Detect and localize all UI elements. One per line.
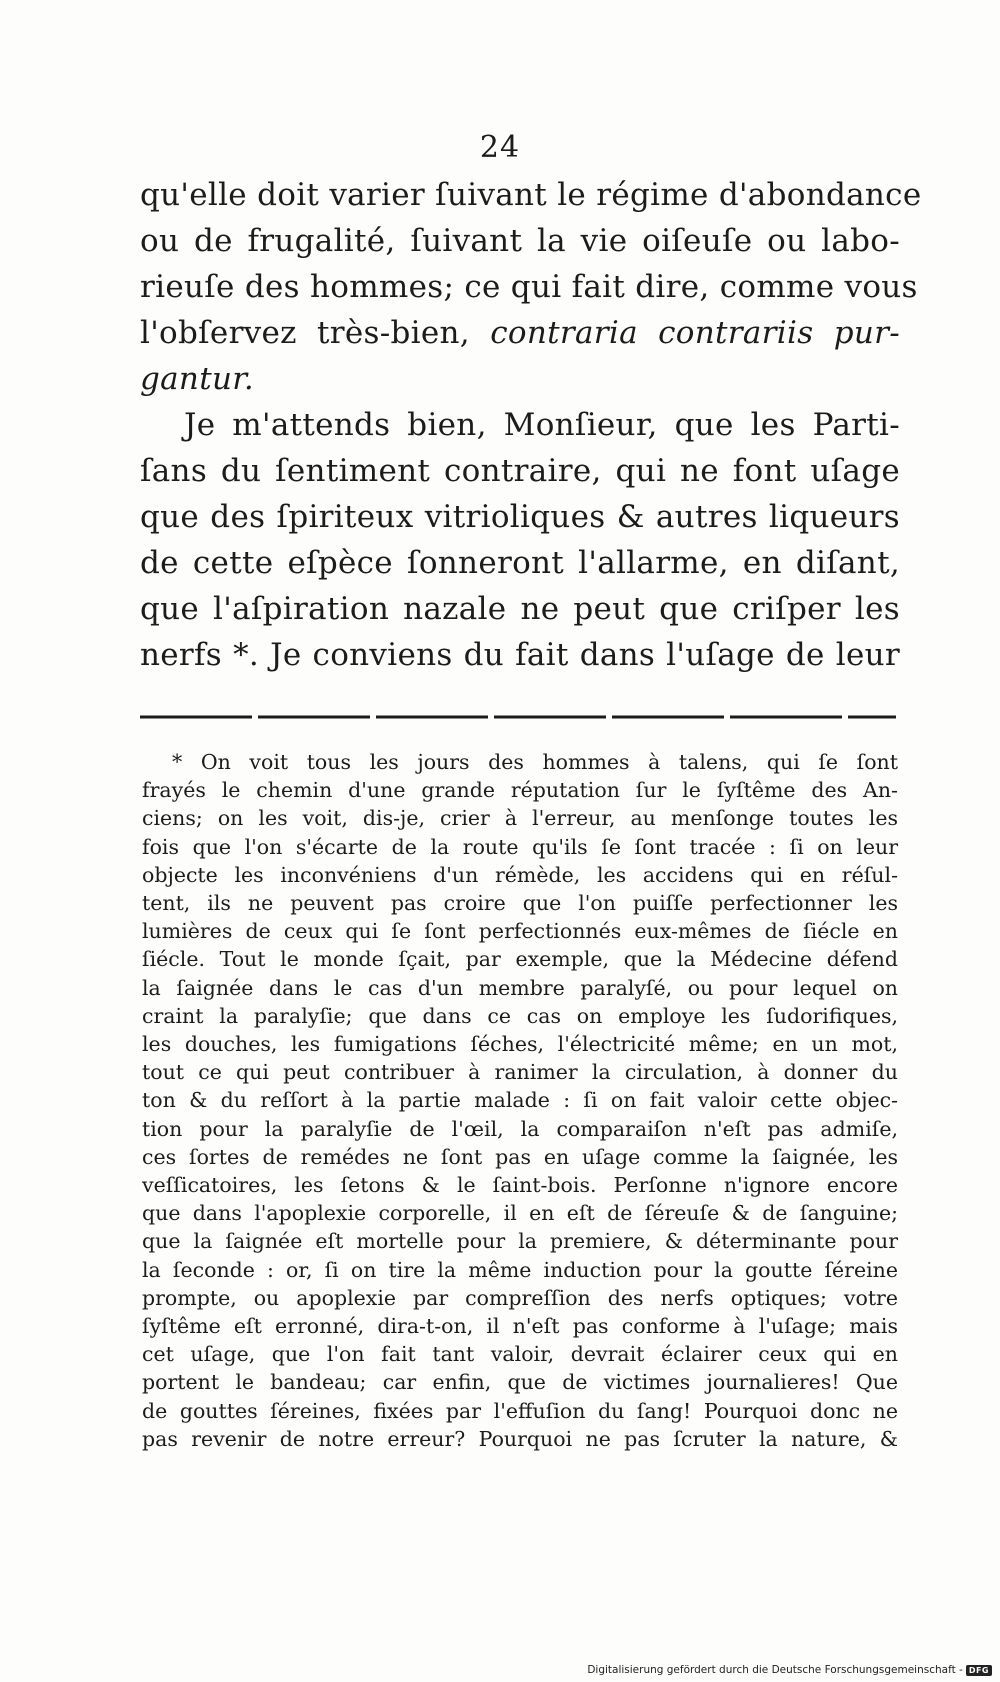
footnote-line: tion pour la paralyſie de l'œil, la comparaiſon n'eſt pas admiſe, [142,1116,898,1141]
footnote-line: veſſicatoires, les ſetons & le ſaint-bois. Perſonne n'ignore encore [142,1173,898,1198]
footnote-line: ciens; on les voit, dis-je, crier à l'erreur, au menſonge toutes les [142,806,898,831]
footnote-line: la ſaignée dans le cas d'un membre paralyſé, ou pour lequel on [142,975,898,1000]
footnote-line: que dans l'apoplexie corporelle, il en eſt de ſéreuſe & de ſanguine; [142,1201,898,1226]
italic-latin-phrase: contraria contrariis pur- [490,315,900,351]
body-text-line [140,494,900,540]
footnote-line: tent, ils ne peuvent pas croire que l'on puiſſe perfectionner les [142,891,898,916]
footnote-line: pas revenir de notre erreur? Pourquoi ne pas ſcruter la nature, & [142,1426,898,1451]
text-run: nerfs *. Je conviens du fait dans l'uſage de leur [140,637,900,673]
body-text-line [140,356,900,402]
main-text-block [140,172,922,678]
footnote-line: cet uſage, que l'on fait tant valoir, devrait éclairer ceux qui en [142,1342,898,1367]
text-run: rieuſe des hommes; ce qui fait dire, comme vous [140,269,918,305]
text-run: ſans du ſentiment contraire, qui ne font uſage [140,453,900,489]
text-run: ou de frugalité, ſuivant la vie oiſeuſe ou labo- [140,223,900,259]
footnote-line: fois que l'on s'écarte de la route qu'ils ſe ſont tracée : ſi on leur [142,834,898,859]
digitization-credit [587,1664,992,1676]
footnote-line: de gouttes ſéreines, fixées par l'effuſion du ſang! Pourquoi donc ne [142,1398,898,1423]
body-text-line [140,632,900,678]
text-run: de cette eſpèce ſonneront l'allarme, en diſant, [140,545,900,581]
footnote-line: ſyſtême eſt erronné, dira-t-on, il n'eſt pas conforme à l'uſage; mais [142,1314,898,1339]
footnote-line: craint la paralyſie; que dans ce cas on employe les ſudorifiques, [142,1003,898,1028]
footnote-line: la ſeconde : or, ſi on tire la même induction pour la goutte ſéreine [142,1257,898,1282]
footnote-line: portent le bandeau; car enfin, que de victimes journalieres! Que [142,1370,898,1395]
text-run: que des ſpiriteux vitrioliques & autres liqueurs [140,499,900,535]
body-text-line [140,540,900,586]
footnote-line: objecte les inconvéniens d'un rémède, les accidens qui en réſul- [142,862,898,887]
footnote-line: * On voit tous les jours des hommes à talens, qui ſe ſont [172,750,898,774]
text-run: l'obſervez très-bien, [140,315,491,351]
text-run: qu'elle doit varier ſuivant le régime d'abondance [140,177,922,213]
body-text-line [140,402,900,448]
footnote-line: prompte, ou apoplexie par compreſſion des nerfs optiques; votre [142,1285,898,1310]
footnote-line: les douches, les fumigations ſéches, l'électricité même; en un mot, [142,1032,898,1057]
footnote-block [142,748,898,1453]
italic-latin-phrase: gantur. [140,361,255,397]
footnote-line: lumières de ceux qui ſe ſont perfectionnés eux-mêmes de ſiécle en [142,919,898,944]
footnote-line: ſiécle. Tout le monde ſçait, par exemple, que la Médecine défend [142,947,898,972]
body-text-line [140,586,900,632]
footnote-line: ton & du reſſort à la partie malade : ſi on fait valoir cette objec- [142,1088,898,1113]
digitization-credit-text: Digitalisierung gefördert durch die Deutsche Forschungsgemeinschaft - [587,1664,963,1676]
body-text-line [140,218,900,264]
text-run: que l'aſpiration nazale ne peut que criſper les [140,591,900,627]
page-number: 24 [479,130,521,165]
body-text-line [140,172,922,218]
text-run: Je m'attends bien, Monſieur, que les Parti- [184,407,900,443]
body-text-line [140,310,900,356]
footnote-separator-rule [140,712,896,722]
footnote-line: que la ſaignée eſt mortelle pour la premiere, & déterminante pour [142,1229,898,1254]
dfg-logo-badge: DFG [966,1665,992,1676]
body-text-line [140,264,918,310]
footnote-line: frayés le chemin d'une grande réputation ſur le ſyſtême des An- [142,778,898,803]
body-text-line [140,448,900,494]
footnote-line: tout ce qui peut contribuer à ranimer la circulation, à donner du [142,1060,898,1085]
footnote-line: ces ſortes de remédes ne ſont pas en uſage comme la ſaignée, les [142,1144,898,1169]
